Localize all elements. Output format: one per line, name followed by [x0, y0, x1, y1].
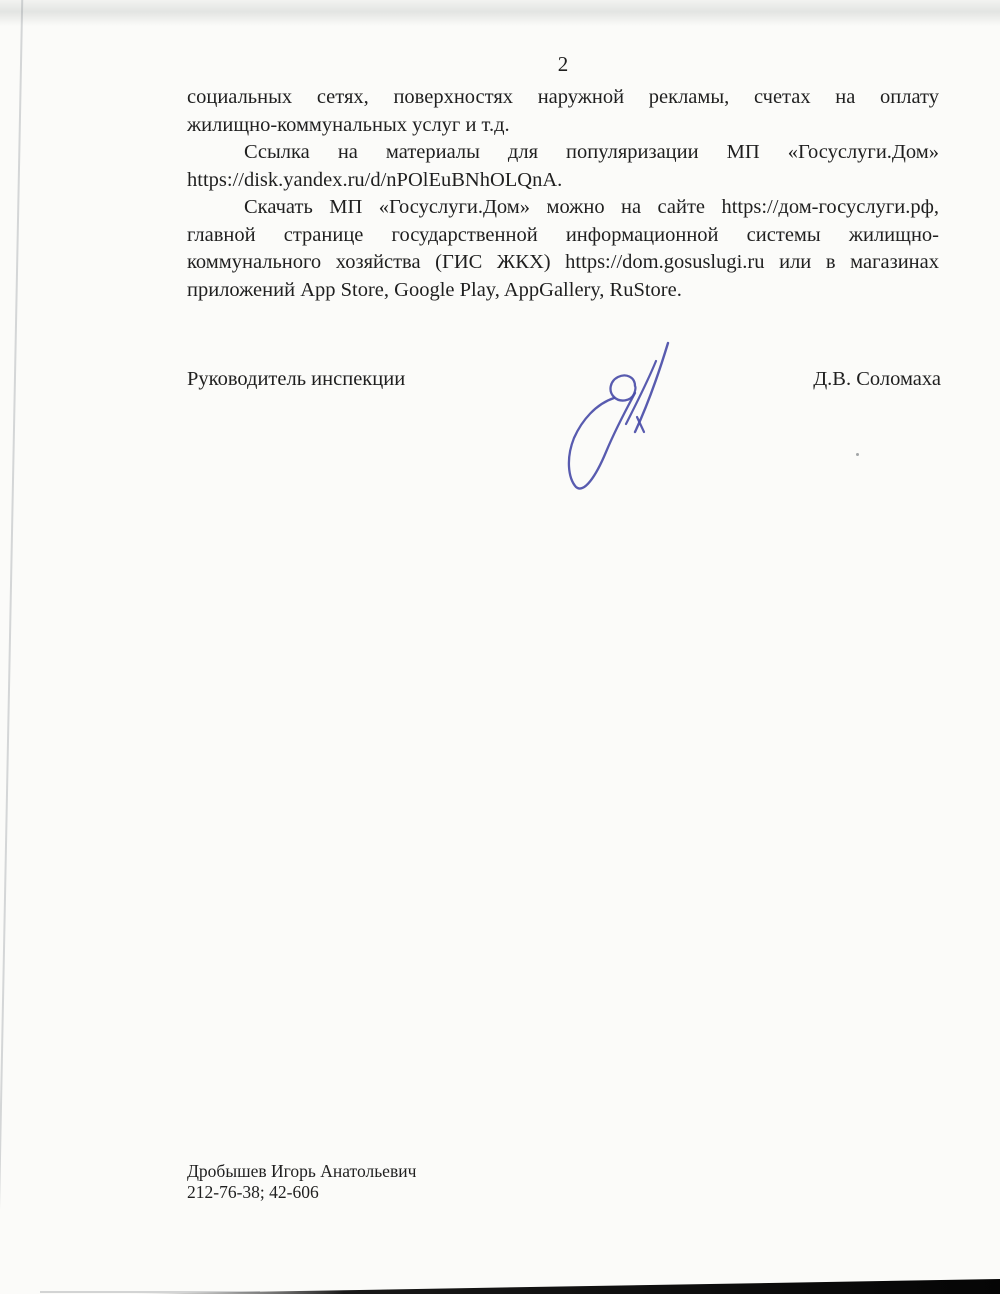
body-line: Ссылка на материалы для популяризации МП «Госуслуги.Дом»: [244, 141, 939, 163]
body-line: главной странице государственной информационной системы жилищно-: [187, 223, 939, 246]
page-number: 2: [557, 52, 569, 76]
contact-phone: 212-76-38; 42-606: [187, 1181, 319, 1202]
signoff-name: Д.В. Соломаха: [813, 368, 941, 390]
footer-contact: [187, 1161, 416, 1202]
signoff-title: Руководитель инспекции: [187, 368, 406, 390]
scan-artifact-bottom-hairline: [40, 1291, 260, 1293]
scan-artifact-left-line: [0, 0, 24, 1294]
body-line: https://disk.yandex.ru/d/nPOlEuBNhOLQnA.: [187, 168, 563, 191]
scan-artifact-top-band: [0, 0, 1000, 26]
body-line: коммунального хозяйства (ГИС ЖКХ) https://dom.gosuslugi.ru или в магазинах: [187, 251, 939, 273]
body-line: приложений App Store, Google Play, AppGallery, RuStore.: [187, 278, 682, 301]
handwritten-signature-icon: [540, 330, 700, 500]
body-line: жилищно-коммунальных услуг и т.д.: [187, 113, 510, 136]
contact-name: Дробышев Игорь Анатольевич: [187, 1161, 417, 1181]
scan-speck: [856, 453, 859, 456]
body-text: [187, 84, 939, 304]
body-line: Скачать МП «Госуслуги.Дом» можно на сайте https://дом-госуслуги.рф,: [244, 196, 939, 218]
body-line: социальных сетях, поверхностях наружной рекламы, счетах на оплату: [187, 86, 939, 108]
